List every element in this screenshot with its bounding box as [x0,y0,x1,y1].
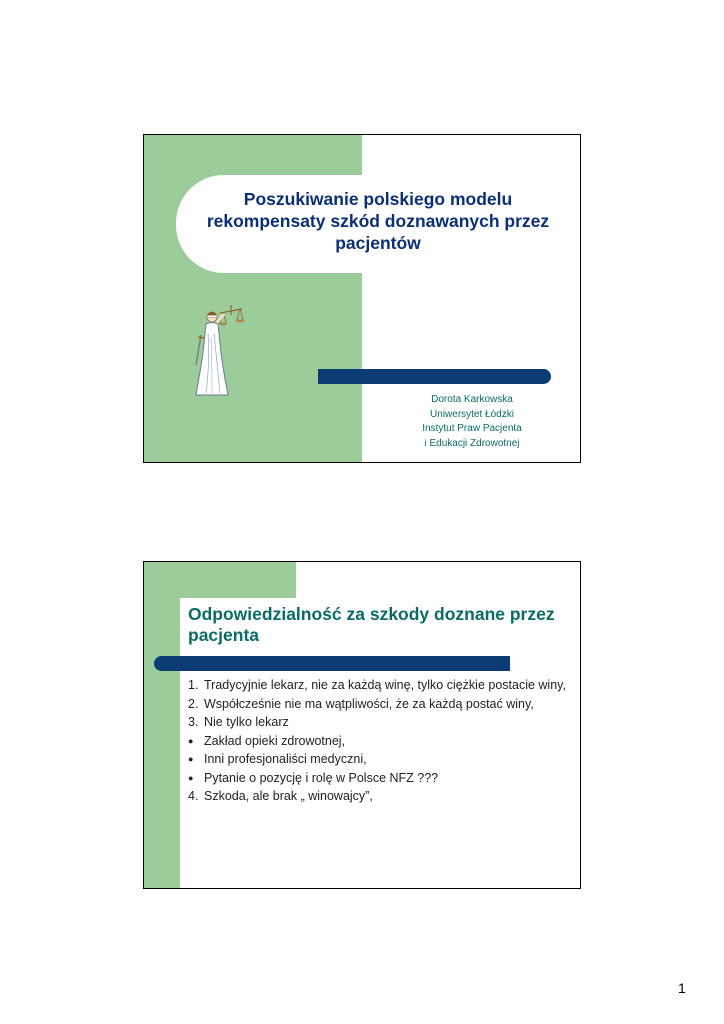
list-item [188,715,568,731]
slide-2 [143,561,581,889]
accent-bar [154,656,510,671]
green-strip-top [144,562,296,598]
list-marker: 3. [188,715,199,729]
justitia-icon [190,303,250,399]
author-university: Uniwersytet Łódzki [430,408,514,420]
list-item-text: Pytanie o pozycję i rolę w Polsce NFZ ??? [204,770,439,785]
accent-bar [318,369,551,384]
list-item-text: Tradycyjnie lekarz, nie za każdą winę, tylko ciężkie postacie winy, [204,678,566,692]
bullet-icon: ● [188,772,194,783]
green-strip-left [144,562,180,888]
slide-2-list [188,678,568,808]
bullet-icon: ● [188,735,194,746]
author-block [362,393,581,451]
bullet-icon: ● [188,754,194,764]
list-item [188,734,568,750]
slide-1-title: Poszukiwanie polskiego modelu rekompensaty szkód doznawanych przez pacjentów [206,189,550,253]
list-item-text: Inni profesjonaliści medyczni, [204,752,367,766]
list-item [188,752,568,768]
list-item-text: Zakład opieki zdrowotnej, [204,733,346,748]
list-item [188,771,568,787]
list-item [188,678,568,694]
author-institute-line1: Instytut Praw Pacjenta [422,423,522,434]
slide-2-title: Odpowiedzialność za szkody doznane przez pacjenta [188,604,555,645]
list-item-text: Współcześnie nie ma wątpliwości, że za każdą postać winy, [204,696,534,711]
list-item-text: Szkoda, ale brak „ winowajcy”, [204,789,373,803]
list-item [188,697,568,713]
list-item [188,789,568,805]
slide-1 [143,134,581,463]
page-number: 1 [678,980,686,996]
list-marker: 4. [188,789,199,803]
list-marker: 2. [188,696,199,711]
author-institute-line2: i Edukacji Zdrowotnej [424,437,520,449]
list-item-text: Nie tylko lekarz [204,715,289,729]
author-name: Dorota Karkowska [431,394,513,405]
list-marker: 1. [188,678,199,692]
